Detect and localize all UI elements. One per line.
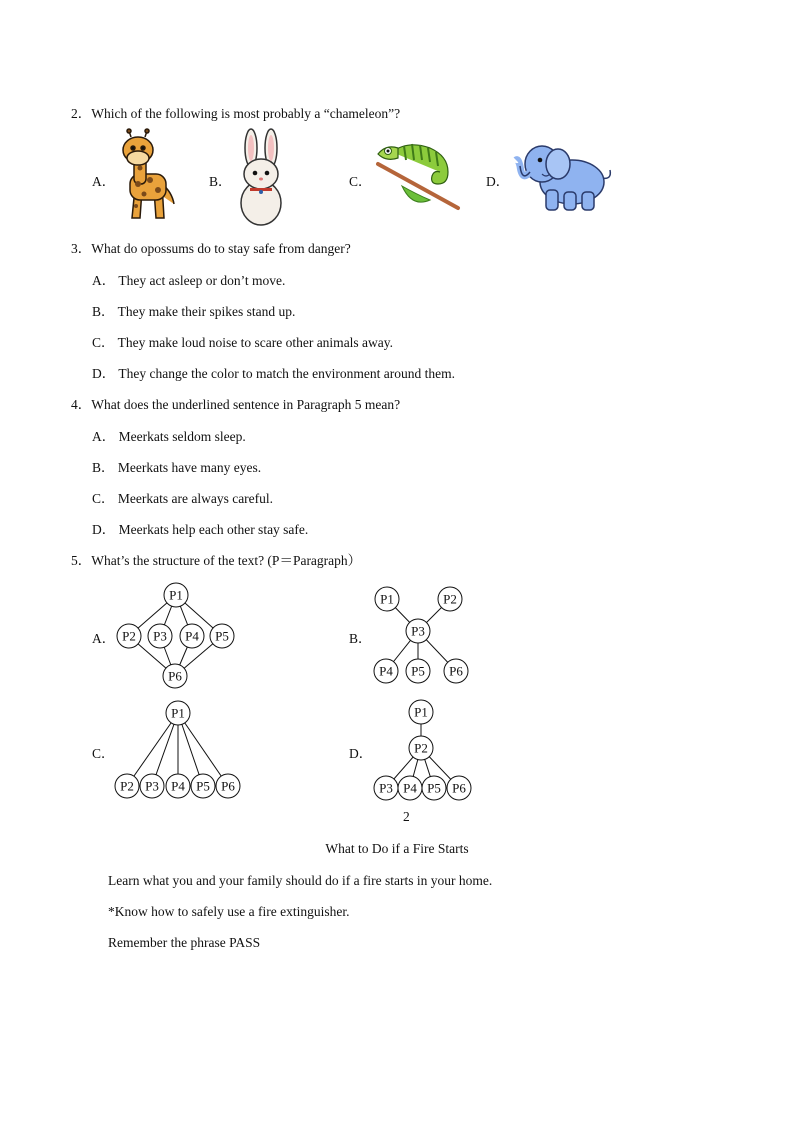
q3-option-c: C． They make loud noise to scare other animals away. <box>92 335 394 350</box>
q2-option-b-letter: B． <box>209 174 232 189</box>
diagram-d-node-p2 <box>409 736 433 760</box>
svg-text:P6: P6 <box>452 780 466 796</box>
svg-text:P4: P4 <box>171 778 185 794</box>
svg-text:P3: P3 <box>153 628 167 644</box>
diagram-a-node-p6 <box>163 664 187 688</box>
svg-text:P2: P2 <box>120 778 134 794</box>
svg-text:P5: P5 <box>196 778 210 794</box>
q2-option-d-letter: D． <box>486 174 510 189</box>
q4-option-d: D． Meerkats help each other stay safe. <box>92 522 309 537</box>
svg-text:P2: P2 <box>122 628 136 644</box>
q4-question: 4．What does the underlined sentence in Paragraph 5 mean? <box>71 397 401 412</box>
svg-text:P1: P1 <box>380 591 394 607</box>
diagram-a-node-p5 <box>210 624 234 648</box>
svg-text:P5: P5 <box>411 663 425 679</box>
diagram-d-node-p6 <box>447 776 471 800</box>
diagram-a-node-p2 <box>117 624 141 648</box>
q4-option-b: B． Meerkats have many eyes. <box>92 460 262 475</box>
svg-text:P3: P3 <box>379 780 393 796</box>
q4-option-c: C． Meerkats are always careful. <box>92 491 274 506</box>
svg-text:P4: P4 <box>379 663 393 679</box>
q5-option-a-letter: A． <box>92 631 116 646</box>
diagram-b <box>374 587 468 683</box>
svg-text:P1: P1 <box>169 587 183 603</box>
q2-option-a-letter: A． <box>92 174 116 189</box>
diagram-d <box>374 700 471 800</box>
diagram-b-node-p3 <box>406 619 430 643</box>
q3-question: 3．What do opossums do to stay safe from danger? <box>71 241 351 256</box>
svg-text:P3: P3 <box>411 623 425 639</box>
diagram-d-node-p3 <box>374 776 398 800</box>
q5-question: 5．What’s the structure of the text? (P＝Paragraph） <box>71 553 362 568</box>
diagram-c-node-p2 <box>115 774 139 798</box>
diagram-c <box>115 701 240 798</box>
diagram-a <box>117 583 234 688</box>
q3-option-b: B． They make their spikes stand up. <box>92 304 296 319</box>
q5-option-d-letter: D． <box>349 746 373 761</box>
q3-option-a: A． They act asleep or don’t move. <box>92 273 286 288</box>
page-number: 2 <box>403 809 410 824</box>
diagram-d-node-p1 <box>409 700 433 724</box>
q2-question: 2．Which of the following is most probably a “chameleon”? <box>71 106 401 121</box>
svg-text:P3: P3 <box>145 778 159 794</box>
q5-option-c-letter: C． <box>92 746 115 761</box>
diagram-a-node-p1 <box>164 583 188 607</box>
svg-text:P2: P2 <box>414 740 428 756</box>
diagram-a-node-p4 <box>180 624 204 648</box>
diagram-a-node-p3 <box>148 624 172 648</box>
q4-option-a: A． Meerkats seldom sleep. <box>92 429 246 444</box>
diagram-c-node-p5 <box>191 774 215 798</box>
q5-option-b-letter: B． <box>349 631 372 646</box>
diagram-b-node-p1 <box>375 587 399 611</box>
passage-line-1: Learn what you and your family should do if a fire starts in your home. <box>108 873 493 888</box>
diagram-c-node-p1 <box>166 701 190 725</box>
svg-text:P6: P6 <box>168 668 182 684</box>
diagram-b-node-p6 <box>444 659 468 683</box>
diagram-b-node-p5 <box>406 659 430 683</box>
q2-option-c-letter: C． <box>349 174 372 189</box>
diagram-c-node-p4 <box>166 774 190 798</box>
diagram-c-node-p6 <box>216 774 240 798</box>
svg-text:P4: P4 <box>185 628 199 644</box>
diagram-b-node-p2 <box>438 587 462 611</box>
passage-line-3: Remember the phrase PASS <box>108 935 261 950</box>
diagram-d-node-p4 <box>398 776 422 800</box>
svg-text:P1: P1 <box>414 704 428 720</box>
svg-text:P1: P1 <box>171 705 185 721</box>
q3-option-d: D． They change the color to match the environment around them. <box>92 366 456 381</box>
diagram-d-node-p5 <box>422 776 446 800</box>
diagram-b-node-p4 <box>374 659 398 683</box>
passage-title: What to Do if a Fire Starts <box>325 841 469 856</box>
svg-text:P5: P5 <box>215 628 229 644</box>
passage-line-2: *Know how to safely use a fire extinguisher. <box>108 904 350 919</box>
svg-text:P6: P6 <box>449 663 463 679</box>
svg-text:P4: P4 <box>403 780 417 796</box>
diagram-c-node-p3 <box>140 774 164 798</box>
svg-text:P6: P6 <box>221 778 235 794</box>
svg-text:P2: P2 <box>443 591 457 607</box>
svg-text:P5: P5 <box>427 780 441 796</box>
